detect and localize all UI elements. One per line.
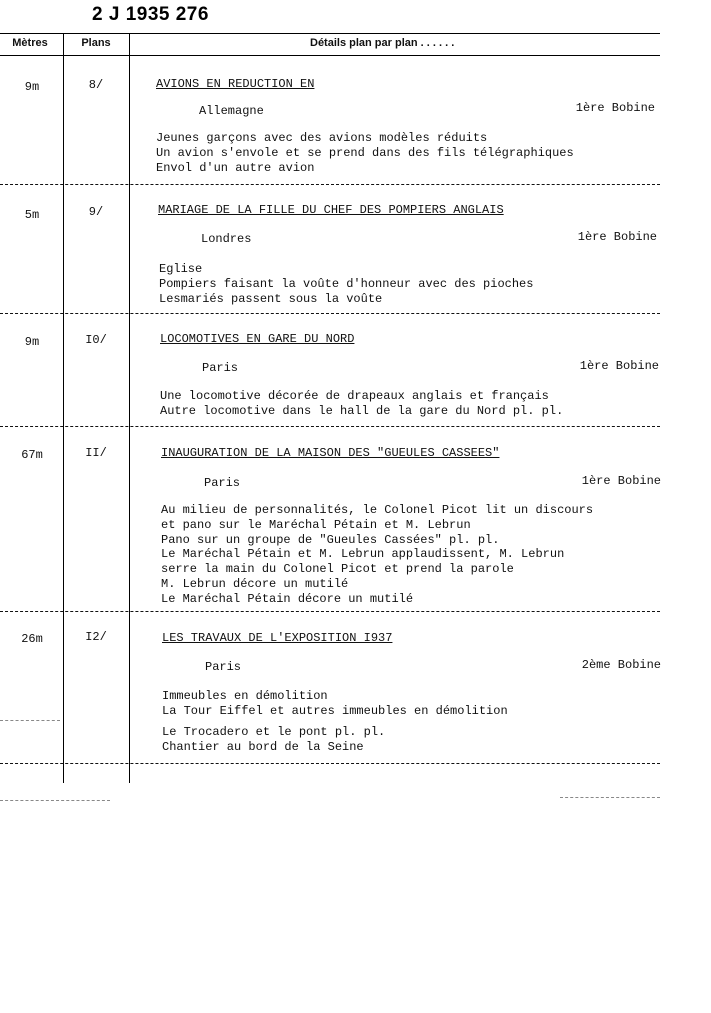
entry-metres: 9m (24, 80, 40, 94)
entry-plan-number: II/ (85, 446, 107, 460)
header-metres: Mètres (12, 37, 48, 49)
description-line: Lesmariés passent sous la voûte (159, 291, 383, 306)
description-line: Au milieu de personnalités, le Colonel Picot lit un discours (161, 503, 594, 517)
scan-mark (0, 720, 60, 721)
entry-title: LOCOMOTIVES EN GARE DU NORD (160, 332, 355, 346)
entry-description (161, 503, 593, 607)
entry-separator (0, 313, 660, 314)
scan-mark (0, 800, 110, 801)
column-rule-metres-plans (63, 33, 64, 783)
entry-description (156, 131, 574, 175)
description-line: et pano sur le Maréchal Pétain et M. Lebrun (161, 517, 471, 532)
entry-title: LES TRAVAUX DE L'EXPOSITION I937 (162, 631, 393, 645)
column-rule-plans-details (129, 33, 130, 783)
description-line: Eglise (159, 262, 203, 276)
entry-place: Paris (204, 476, 241, 490)
entry-bobine: 1ère Bobine (577, 230, 657, 244)
header-bottom-rule (0, 55, 660, 56)
description-line: La Tour Eiffel et autres immeubles en démolition (162, 703, 508, 718)
entry-description (160, 389, 563, 419)
description-line: M. Lebrun décore un mutilé (161, 576, 349, 591)
entry-place: Londres (201, 232, 252, 246)
header-plans: Plans (81, 37, 111, 49)
entry-metres: 9m (24, 335, 40, 349)
description-line: Le Maréchal Pétain et M. Lebrun applaudissent, M. Lebrun (161, 547, 565, 562)
scan-mark (560, 797, 660, 798)
entry-metres: 5m (24, 208, 40, 222)
entry-bobine: 2ème Bobine (581, 658, 661, 672)
entry-title: MARIAGE DE LA FILLE DU CHEF DES POMPIERS ANGLAIS (158, 203, 504, 217)
entry-description-continued (162, 725, 385, 755)
description-line: Le Trocadero et le pont pl. pl. (162, 725, 386, 739)
entry-bobine: 1ère Bobine (581, 474, 661, 488)
entry-place: Paris (202, 361, 239, 375)
description-line: Chantier au bord de la Seine (162, 739, 364, 754)
description-line: Immeubles en démolition (162, 689, 328, 703)
description-line: Un avion s'envole et se prend dans des fils télégraphiques (156, 145, 574, 160)
description-line: Le Maréchal Pétain décore un mutilé (161, 591, 414, 606)
entry-bobine: 1ère Bobine (575, 101, 655, 115)
entry-separator (0, 763, 660, 764)
header-details: Détails plan par plan . . . . . . (310, 37, 455, 49)
entry-separator (0, 426, 660, 427)
description-line: Envol d'un autre avion (156, 160, 315, 175)
description-line: Pompiers faisant la voûte d'honneur avec des pioches (159, 276, 534, 291)
entry-plan-number: 8/ (88, 78, 104, 92)
entry-separator (0, 184, 660, 185)
document-reference: 2 J 1935 276 (92, 4, 209, 25)
entry-metres: 26m (21, 632, 43, 646)
entry-plan-number: 9/ (88, 205, 104, 219)
entry-plan-number: I2/ (85, 630, 107, 644)
entry-place: Allemagne (199, 104, 264, 118)
description-line: Jeunes garçons avec des avions modèles réduits (156, 131, 488, 145)
entry-separator (0, 611, 660, 612)
description-line: Autre locomotive dans le hall de la gare du Nord pl. pl. (160, 403, 564, 418)
entry-bobine: 1ère Bobine (579, 359, 659, 373)
entry-title: AVIONS EN REDUCTION EN (156, 77, 315, 91)
description-line: Une locomotive décorée de drapeaux anglais et français (160, 389, 549, 403)
entry-place: Paris (205, 660, 242, 674)
entry-description (162, 689, 508, 719)
description-line: serre la main du Colonel Picot et prend la parole (161, 562, 514, 577)
entry-metres: 67m (21, 448, 43, 462)
entry-plan-number: I0/ (85, 333, 107, 347)
entry-title: INAUGURATION DE LA MAISON DES "GUEULES CASSEES" (161, 446, 500, 460)
entry-description (159, 262, 533, 306)
description-line: Pano sur un groupe de "Gueules Cassées" pl. pl. (161, 532, 500, 547)
